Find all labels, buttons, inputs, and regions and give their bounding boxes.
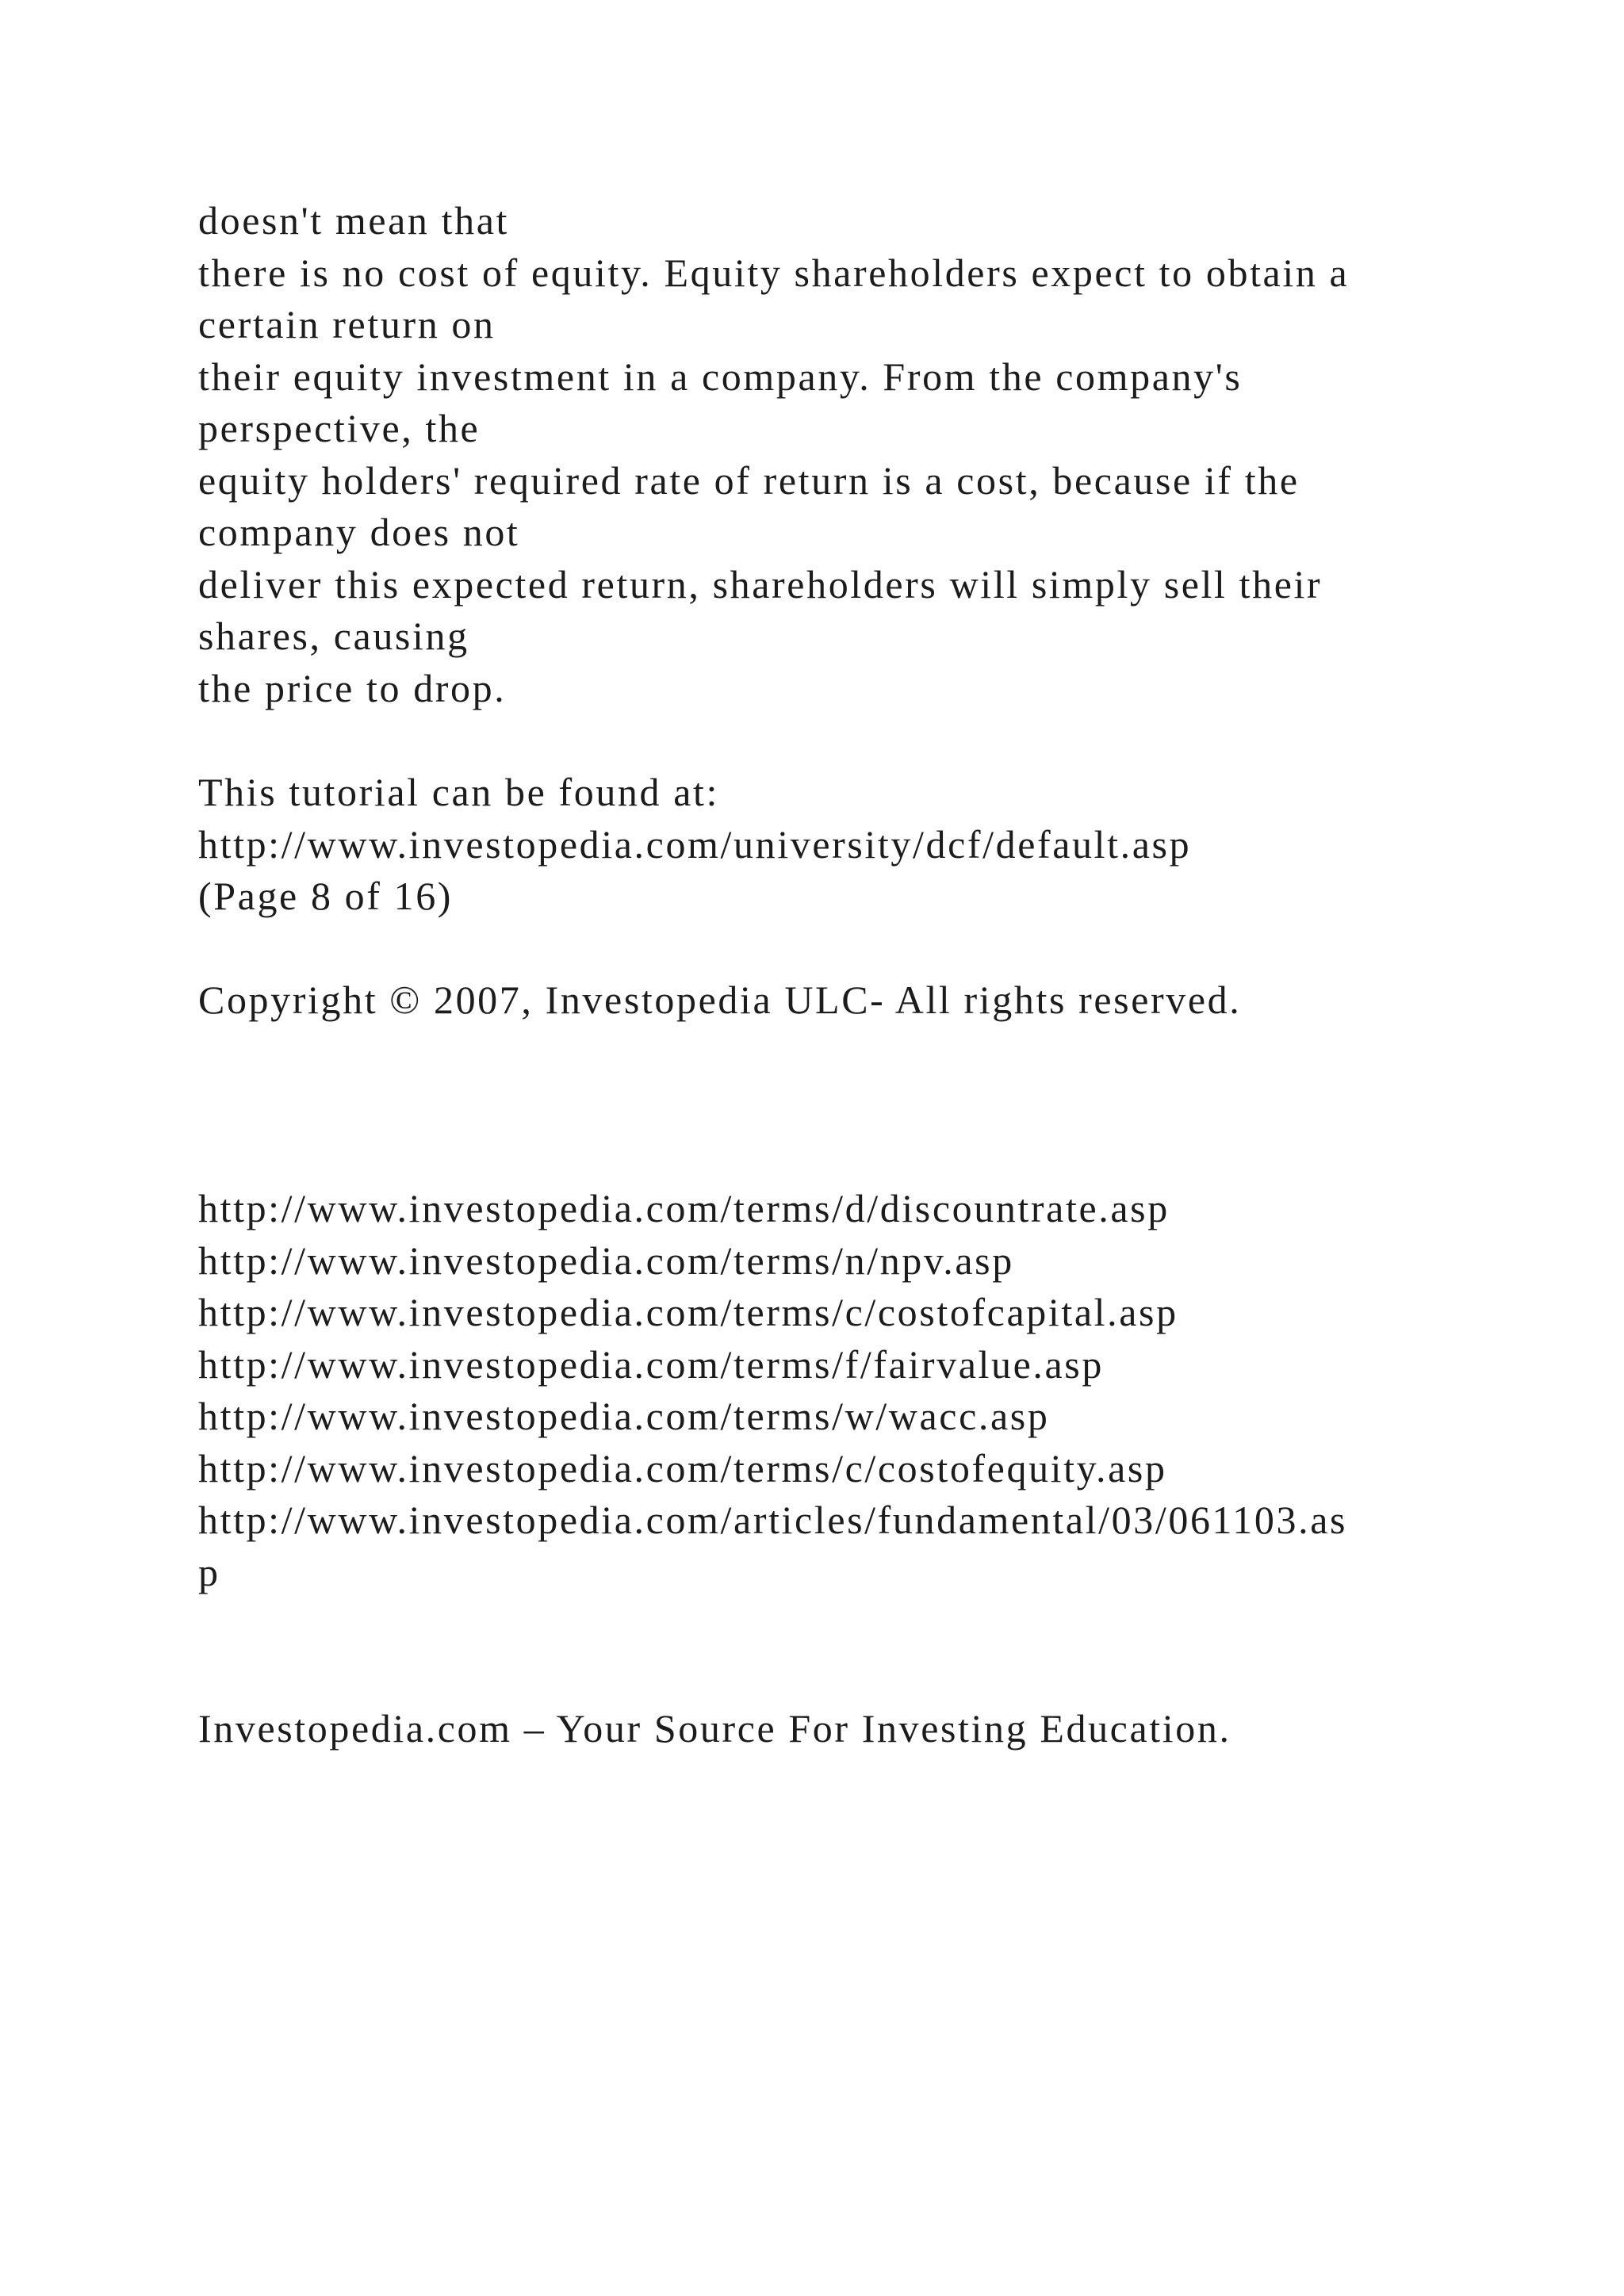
tagline-text: Investopedia.com – Your Source For Investing Education. [198, 1706, 1231, 1751]
paragraph-line: the price to drop. [198, 665, 507, 710]
tutorial-reference [198, 767, 1562, 923]
paragraph-line: deliver this expected return, shareholders will simply sell their [198, 561, 1323, 607]
paragraph-line: perspective, the [198, 406, 481, 450]
reference-link: http://www.investopedia.com/terms/c/costofequity.asp [198, 1445, 1167, 1490]
paragraph-line: doesn't mean that [198, 198, 510, 243]
copyright-notice [198, 974, 1562, 1027]
reference-link: http://www.investopedia.com/articles/fundamental/03/061103.as [198, 1498, 1348, 1542]
paragraph-line: shares, causing [198, 614, 469, 658]
tutorial-url: http://www.investopedia.com/university/dcf/default.asp [198, 821, 1192, 867]
copyright-text: Copyright © 2007, Investopedia ULC- All rights reserved. [198, 978, 1242, 1022]
reference-link: http://www.investopedia.com/terms/c/costofcapital.asp [198, 1290, 1178, 1334]
reference-link: http://www.investopedia.com/terms/n/npv.asp [198, 1238, 1014, 1283]
paragraph-line: certain return on [198, 302, 496, 346]
paragraph-line: their equity investment in a company. From the company's [198, 354, 1243, 399]
footer-tagline [198, 1703, 1562, 1755]
paragraph-line: equity holders' required rate of return is a cost, because if the [198, 457, 1300, 503]
page-number: (Page 8 of 16) [198, 874, 454, 918]
tutorial-intro: This tutorial can be found at: [198, 770, 720, 814]
reference-link: http://www.investopedia.com/terms/d/discountrate.asp [198, 1186, 1170, 1230]
reference-links [198, 1183, 1562, 1598]
reference-link: http://www.investopedia.com/terms/w/wacc.asp [198, 1394, 1050, 1438]
paragraph-line: company does not [198, 510, 520, 554]
paragraph-line: there is no cost of equity. Equity shareholders expect to obtain a [198, 250, 1350, 295]
reference-link-continuation: p [198, 1549, 220, 1594]
reference-link: http://www.investopedia.com/terms/f/fairvalue.asp [198, 1341, 1104, 1387]
body-paragraph [198, 195, 1562, 714]
